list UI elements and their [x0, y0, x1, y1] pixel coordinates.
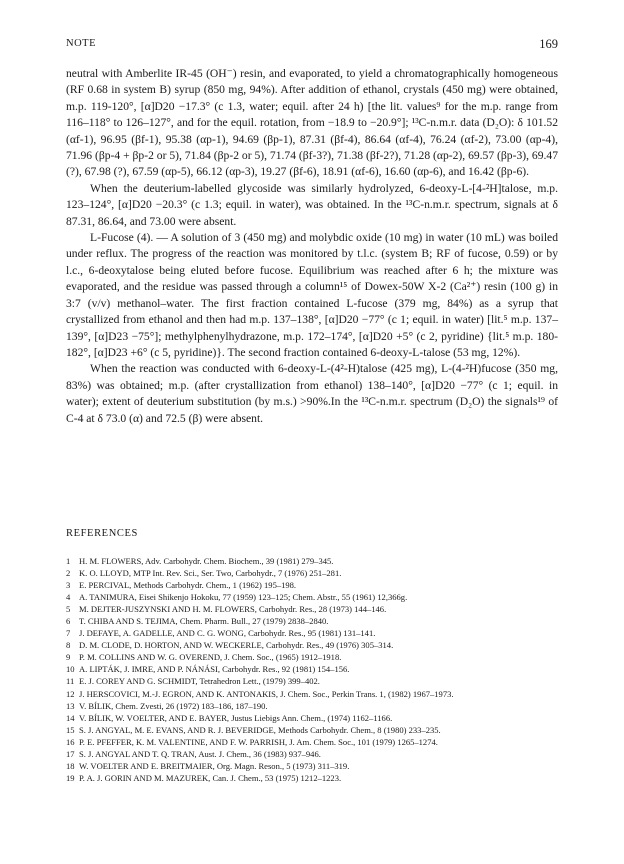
reference-number: 12 [66, 688, 75, 699]
page-header [66, 38, 558, 54]
reference-item [66, 688, 566, 700]
reference-text: J. DEFAYE, A. GADELLE, AND C. G. WONG, Carbohydr. Res., 95 (1981) 131–141. [79, 628, 376, 639]
reference-item [66, 772, 566, 784]
reference-item [66, 700, 566, 712]
reference-text: V. BÍLIK, Chem. Zvesti, 26 (1972) 183–186, 187–190. [79, 700, 268, 711]
page-number: 169 [539, 37, 558, 51]
reference-number: 4 [66, 592, 71, 603]
reference-text: S. J. ANGYAL AND T. Q. TRAN, Aust. J. Chem., 36 (1983) 937–946. [79, 748, 321, 759]
reference-text: V. BÍLIK, W. VOELTER, AND E. BAYER, Justus Liebigs Ann. Chem., (1974) 1162–1166. [79, 712, 393, 723]
reference-number: 15 [66, 724, 75, 735]
reference-number: 16 [66, 736, 75, 747]
reference-text: E. J. COREY AND G. SCHMIDT, Tetrahedron Lett., (1979) 399–402. [79, 676, 320, 687]
reference-text: J. HERSCOVICI, M.-J. EGRON, AND K. ANTONAKIS, J. Chem. Soc., Perkin Trans. 1, (1982) 1967–1973. [79, 688, 454, 699]
references-heading: REFERENCES [66, 528, 138, 539]
reference-number: 2 [66, 568, 71, 579]
reference-number: 13 [66, 700, 75, 711]
reference-item [66, 712, 566, 724]
reference-text: P. M. COLLINS AND W. G. OVEREND, J. Chem. Soc., (1965) 1912–1918. [79, 652, 342, 663]
section-label: NOTE [66, 38, 96, 49]
reference-item [66, 748, 566, 760]
reference-item [66, 736, 566, 748]
reference-item [66, 724, 566, 736]
reference-number: 11 [66, 676, 75, 687]
reference-number: 9 [66, 652, 71, 663]
paragraph: When the reaction was conducted with 6-deoxy-L-(4²-H)talose (425 mg), L-(4-²H)fucose (350 mg, 83%) was obtained; m.p. (after crystallization from ethanol) 138–140°, [α]D20 −77° (c 1; equil. in water); extent of deuterium substitution (by m.s.) >90%.In the ¹³C-n.m.r. spectrum (D₂O) the signals¹⁹ of C-4 at δ 73.0 (α) and 72.5 (β) were absent. [66, 362, 558, 425]
reference-number: 18 [66, 760, 75, 771]
reference-number: 6 [66, 616, 71, 627]
reference-number: 3 [66, 580, 71, 591]
reference-item [66, 591, 566, 603]
reference-item [66, 579, 566, 591]
reference-text: A. TANIMURA, Eisei Shikenjo Hokoku, 77 (1959) 123–125; Chem. Abstr., 55 (1961) 12,366g. [79, 592, 408, 603]
body-text [66, 66, 558, 427]
reference-text: E. PERCIVAL, Methods Carbohydr. Chem., 1 (1962) 195–198. [79, 580, 297, 591]
reference-text: W. VOELTER AND E. BREITMAIER, Org. Magn. Reson., 5 (1973) 311–319. [79, 760, 350, 771]
reference-item [66, 675, 566, 687]
reference-text: A. LIPTÁK, J. IMRE, AND P. NÁNÁSI, Carbohydr. Res., 92 (1981) 154–156. [79, 664, 350, 675]
reference-item [66, 663, 566, 675]
reference-number: 8 [66, 640, 71, 651]
reference-number: 17 [66, 748, 75, 759]
reference-text: K. O. LLOYD, MTP Int. Rev. Sci., Ser. Two, Carbohydr., 7 (1976) 251–281. [79, 568, 342, 579]
reference-text: P. A. J. GORIN AND M. MAZUREK, Can. J. Chem., 53 (1975) 1212–1223. [79, 772, 342, 783]
reference-number: 10 [66, 664, 75, 675]
reference-text: S. J. ANGYAL, M. E. EVANS, AND R. J. BEVERIDGE, Methods Carbohydr. Chem., 8 (1980) 233–235. [79, 724, 441, 735]
paragraph: L-Fucose (4). — A solution of 3 (450 mg) and molybdic oxide (10 mg) in water (10 mL) was boiled under reflux. The progress of the reaction was monitored by t.l.c. (system B; RF of fucose, 0.59) or by l.c., 6-deoxytalose being eluted before fucose. Equilibrium was reached after 6 h; the mixture was evaporated, and the residue was passed through a column¹⁵ of Dowex-50W X-2 (Ca²⁺) resin (100 g) in 3:7 (v/v) methanol–water. The first fraction contained L-fucose (379 mg, 84%) as a syrup that crystallized from ethanol and then had m.p. 137–138°, [α]D20 −77° (c 1; equil. in water) [lit.⁵ m.p. 137–139°, [α]D23 −75°]; methylphenylhydrazone, m.p. 172–174°, [α]D20 +5° (c 2, pyridine) {lit.⁵ m.p. 180-182°, [α]D23 +6° (c 5, pyridine)}. The second fraction contained 6-deoxy-L-talose (53 mg, 12%). [66, 231, 558, 359]
reference-number: 5 [66, 604, 71, 615]
reference-item [66, 567, 566, 579]
references-list [66, 555, 566, 784]
reference-number: 19 [66, 772, 75, 783]
reference-text: H. M. FLOWERS, Adv. Carbohydr. Chem. Biochem., 39 (1981) 279–345. [79, 556, 334, 566]
paragraph: neutral with Amberlite IR-45 (OH⁻) resin, and evaporated, to yield a chromatographically homogeneous (RF 0.68 in system B) syrup (850 mg, 94%). After addition of ethanol, crystals (450 mg) were obtained, m.p. 119-120°, [α]D20 −17.3° (c 1.3, water; equil. after 24 h) [the lit. values⁹ for the m.p. range from 116–118° to 126–127°, and for the equil. rotation, from −18.9 to −20.9°]; ¹³C-n.m.r. data (D₂O): δ 101.52 (αf-1), 96.95 (βf-1), 95.38 (αp-1), 94.69 (βp-1), 87.31 (βf-4), 86.64 (αf-4), 76.24 (αf-2), 73.00 (αp-4), 71.96 (βp-4 + βp-2 or 5), 71.84 (βp-2 or 5), 71.74 (βf-3?), 71.38 (βf-2?), 71.28 (αp-2), 69.57 (βp-3), 69.47 (?), 67.98 (?), 67.59 (αp-5), 66.12 (αp-3), 19.27 (βf-6), 18.91 (αf-6), 16.60 (αp-6), and 16.42 (βp-6). [66, 67, 559, 179]
reference-number: 7 [66, 628, 71, 639]
reference-item [66, 555, 566, 567]
reference-item [66, 651, 566, 663]
paragraph: When the deuterium-labelled glycoside was similarly hydrolyzed, 6-deoxy-L-[4-²H]talose, m.p. 123–124°, [α]D20 −20.3° (c 1.3; equil. in water), was obtained. In the ¹³C-n.m.r. spectrum, signals at δ 87.31, 86.64, and 73.00 were absent. [66, 181, 558, 228]
reference-text: T. CHIBA AND S. TEJIMA, Chem. Pharm. Bull., 27 (1979) 2838–2840. [79, 616, 329, 627]
reference-number: 14 [66, 712, 75, 723]
reference-text: M. DEJTER-JUSZYNSKI AND H. M. FLOWERS, Carbohydr. Res., 28 (1973) 144–146. [79, 604, 387, 615]
reference-item [66, 615, 566, 627]
reference-text: D. M. CLODE, D. HORTON, AND W. WECKERLE, Carbohydr. Res., 49 (1976) 305–314. [79, 640, 394, 651]
reference-item [66, 639, 566, 651]
reference-number: 1 [66, 556, 71, 566]
reference-item [66, 760, 566, 772]
reference-item [66, 603, 566, 615]
reference-text: P. E. PFEFFER, K. M. VALENTINE, AND F. W. PARRISH, J. Am. Chem. Soc., 101 (1979) 1265–1274. [79, 736, 438, 747]
reference-item [66, 627, 566, 639]
